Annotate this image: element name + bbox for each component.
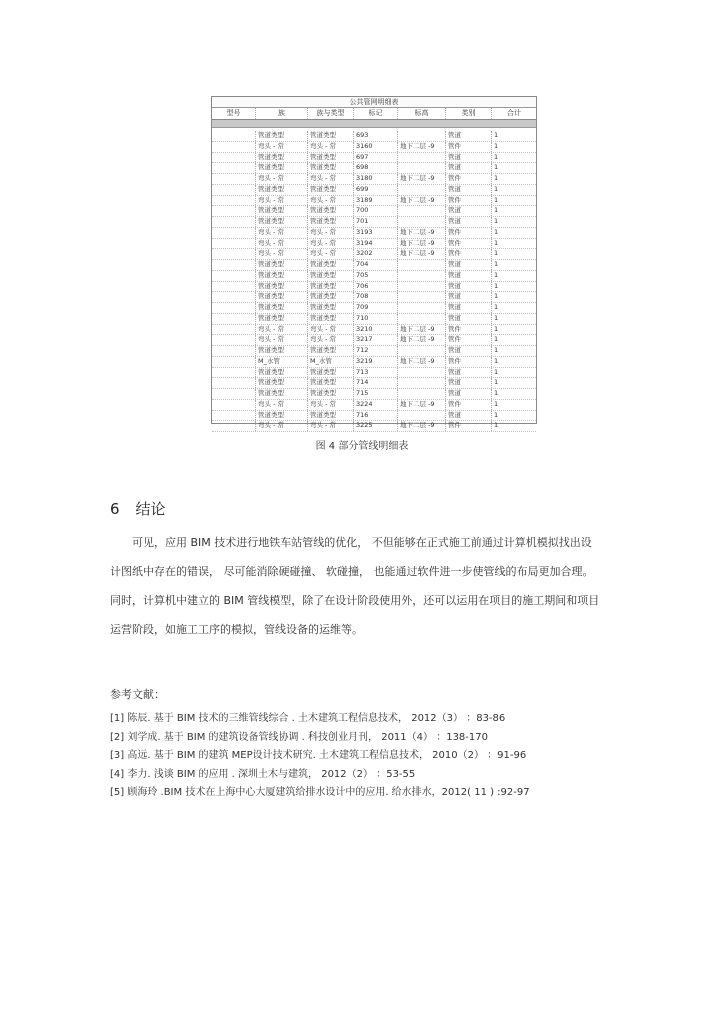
header-cell: 族与类型 <box>308 108 354 119</box>
table-cell <box>398 411 446 421</box>
table-cell: 弯头 - 常 <box>256 228 308 238</box>
table-cell: 699 <box>354 185 398 195</box>
table-cell: 1 <box>494 249 499 258</box>
header-cell: 型号 <box>212 108 256 119</box>
reference-item: [5] 顾海玲 .BIM 技术在上海中心大厦建筑给排水设计中的应用. 给水排水，2012( 11 ) :92-97 <box>110 787 530 798</box>
table-cell: 管件 <box>446 421 492 431</box>
table-cell: 管道类型 <box>308 217 354 227</box>
table-cell: 1 <box>494 378 499 387</box>
table-cell: 705 <box>354 271 398 281</box>
table-cell: 管道类型 <box>256 271 308 281</box>
table-cell: 地下二层 -9 <box>398 335 446 345</box>
table-cell: 弯头 - 常 <box>308 325 354 335</box>
table-row <box>212 378 536 389</box>
table-cell: M_水管 <box>308 357 354 367</box>
table-cell: 1 <box>494 195 499 204</box>
table-cell: 地下二层 -9 <box>398 421 446 431</box>
table-cell: 管道类型 <box>308 271 354 281</box>
header-cell: 标记 <box>354 108 398 119</box>
table-cell: 管道类型 <box>256 303 308 313</box>
figure-caption: 图 4 部分管线明细表 <box>315 441 409 452</box>
table-cell: 弯头 - 常 <box>256 400 308 410</box>
table-cell: 1 <box>494 281 499 290</box>
table-cell: 管道 <box>446 389 492 399</box>
table-cell <box>398 314 446 324</box>
table-cell: 管道 <box>446 314 492 324</box>
table-cell: 709 <box>354 303 398 313</box>
table-cell: 管道类型 <box>308 389 354 399</box>
table-cell: 管件 <box>446 142 492 152</box>
table-row <box>212 228 536 239</box>
reference-item: [2] 刘学成. 基于 BIM 的建筑设备管线协调 . 科技创业月刊， 2011（4） ：138-170 <box>110 731 488 743</box>
schedule-title: 公共管网明细表 <box>212 97 536 108</box>
table-cell: 管道 <box>446 378 492 388</box>
table-cell: 712 <box>354 346 398 356</box>
table-cell: 管件 <box>446 228 492 238</box>
table-row <box>212 185 536 196</box>
table-cell: 管道类型 <box>308 411 354 421</box>
table-cell: 管道类型 <box>256 163 308 173</box>
table-cell: 弯头 - 常 <box>308 174 354 184</box>
table-cell: 1 <box>494 292 499 301</box>
table-cell: 管道类型 <box>256 411 308 421</box>
pipe-schedule-table <box>211 96 537 430</box>
table-cell: 1 <box>494 410 499 419</box>
table-cell: 3224 <box>354 400 398 410</box>
table-row <box>212 174 536 185</box>
table-cell: 弯头 - 常 <box>308 239 354 249</box>
table-cell: 弯头 - 常 <box>308 249 354 259</box>
table-cell: 1 <box>494 356 499 365</box>
table-cell <box>212 314 256 324</box>
table-cell: 管道 <box>446 368 492 378</box>
table-cell: 弯头 - 常 <box>308 400 354 410</box>
table-cell: 弯头 - 常 <box>256 421 308 431</box>
table-cell: 管件 <box>446 239 492 249</box>
section-heading <box>110 498 166 519</box>
table-cell: 管道类型 <box>308 303 354 313</box>
table-cell: 弯头 - 常 <box>256 335 308 345</box>
table-cell: 地下二层 -9 <box>398 142 446 152</box>
table-cell: 1 <box>494 313 499 322</box>
table-cell: 1 <box>494 227 499 236</box>
table-cell: 弯头 - 常 <box>256 325 308 335</box>
table-row <box>212 196 536 207</box>
table-cell <box>212 174 256 184</box>
table-cell <box>212 228 256 238</box>
table-cell <box>398 260 446 270</box>
table-cell: 管道 <box>446 346 492 356</box>
table-cell: 3202 <box>354 249 398 259</box>
table-cell: 698 <box>354 163 398 173</box>
table-cell: 管道类型 <box>256 368 308 378</box>
table-cell <box>212 292 256 302</box>
table-cell: 1 <box>494 163 499 172</box>
table-cell <box>398 282 446 292</box>
table-cell: 1 <box>494 367 499 376</box>
table-cell <box>212 206 256 216</box>
table-cell: 管道类型 <box>256 292 308 302</box>
table-cell: 管道类型 <box>308 346 354 356</box>
table-row <box>212 153 536 164</box>
table-cell: 716 <box>354 411 398 421</box>
table-cell: 地下二层 -9 <box>398 325 446 335</box>
table-cell <box>212 400 256 410</box>
table-cell: 管件 <box>446 174 492 184</box>
table-cell <box>212 249 256 259</box>
table-row <box>212 411 536 422</box>
table-cell: 管道类型 <box>256 217 308 227</box>
table-cell: 管道 <box>446 411 492 421</box>
table-cell: 弯头 - 常 <box>308 196 354 206</box>
header-cell: 合计 <box>507 109 521 117</box>
table-cell: 3189 <box>354 196 398 206</box>
table-cell: 管件 <box>446 335 492 345</box>
table-cell: 1 <box>494 260 499 268</box>
header-cell: 类别 <box>446 108 492 119</box>
table-cell: 3217 <box>354 335 398 345</box>
table-row <box>212 389 536 400</box>
table-cell: 管道 <box>446 131 492 141</box>
reference-list <box>110 710 530 803</box>
reference-item: [4] 李力. 浅谈 BIM 的应用 . 深圳土木与建筑， 2012（2） ：53-55 <box>110 768 416 780</box>
table-cell: 1 <box>494 131 499 139</box>
table-cell: 713 <box>354 368 398 378</box>
table-cell: 1 <box>494 217 499 225</box>
table-cell: 弯头 - 常 <box>256 174 308 184</box>
table-cell <box>212 185 256 195</box>
table-cell: 697 <box>354 153 398 163</box>
table-row <box>212 314 536 325</box>
table-cell <box>398 346 446 356</box>
table-cell: 管道 <box>446 271 492 281</box>
table-cell <box>212 239 256 249</box>
table-cell <box>398 303 446 313</box>
table-cell <box>398 378 446 388</box>
table-cell: 管道类型 <box>308 185 354 195</box>
table-cell: 管道类型 <box>308 368 354 378</box>
table-cell: 地下二层 -9 <box>398 174 446 184</box>
table-row <box>212 249 536 260</box>
table-cell: 弯头 - 常 <box>256 249 308 259</box>
table-cell: 管道类型 <box>308 314 354 324</box>
table-cell: 管道 <box>446 303 492 313</box>
table-cell: 管道类型 <box>308 206 354 216</box>
table-cell: 地下二层 -9 <box>398 249 446 259</box>
table-cell: 管道类型 <box>256 314 308 324</box>
reference-item: [1] 陈辰. 基于 BIM 技术的三维管线综合 . 土木建筑工程信息技术， 2012（3） ：83-86 <box>110 713 506 724</box>
table-cell: 1 <box>494 389 499 397</box>
table-cell: 管道 <box>446 163 492 173</box>
table-row <box>212 142 536 153</box>
table-cell: 管件 <box>446 196 492 206</box>
table-cell: 1 <box>494 174 499 182</box>
table-cell: 管道类型 <box>308 260 354 270</box>
table-row <box>212 357 536 368</box>
table-cell: 弯头 - 常 <box>256 239 308 249</box>
table-cell: 管道类型 <box>256 389 308 399</box>
table-cell: 管道类型 <box>308 163 354 173</box>
table-row <box>212 217 536 228</box>
table-cell: 701 <box>354 217 398 227</box>
table-cell: 706 <box>354 282 398 292</box>
table-cell <box>398 153 446 163</box>
schedule-body <box>212 131 536 432</box>
table-cell <box>212 271 256 281</box>
table-cell: 地下二层 -9 <box>398 239 446 249</box>
table-cell: 管件 <box>446 249 492 259</box>
table-cell: 地下二层 -9 <box>398 196 446 206</box>
table-cell <box>212 282 256 292</box>
table-row <box>212 325 536 336</box>
header-cell: 族 <box>256 108 308 119</box>
table-cell <box>212 163 256 173</box>
header-cell: 标高 <box>398 108 446 119</box>
table-cell: 693 <box>354 131 398 141</box>
table-cell: 1 <box>494 141 499 150</box>
table-cell: 708 <box>354 292 398 302</box>
table-cell <box>398 131 446 141</box>
table-cell: 管道 <box>446 292 492 302</box>
table-cell: 1 <box>494 206 499 215</box>
table-cell <box>212 346 256 356</box>
table-cell: M_水管 <box>256 357 308 367</box>
table-cell <box>398 292 446 302</box>
table-cell: 1 <box>494 184 499 193</box>
schedule-header-row <box>212 108 536 120</box>
table-cell: 管道 <box>446 282 492 292</box>
table-cell: 1 <box>494 238 499 247</box>
table-row <box>212 239 536 250</box>
table-cell: 1 <box>494 270 499 279</box>
table-cell <box>398 368 446 378</box>
table-cell <box>212 217 256 227</box>
table-cell: 管道类型 <box>308 153 354 163</box>
table-cell <box>398 206 446 216</box>
table-cell <box>212 421 256 431</box>
table-row <box>212 400 536 411</box>
table-cell: 管道类型 <box>256 378 308 388</box>
table-cell: 管道类型 <box>256 282 308 292</box>
table-cell <box>212 378 256 388</box>
table-cell: 1 <box>494 399 499 408</box>
table-cell: 弯头 - 常 <box>256 196 308 206</box>
table-cell: 3194 <box>354 239 398 249</box>
table-row <box>212 421 536 432</box>
table-row <box>212 131 536 142</box>
table-cell: 弯头 - 常 <box>308 142 354 152</box>
table-cell: 715 <box>354 389 398 399</box>
table-cell: 弯头 - 常 <box>308 335 354 345</box>
table-cell <box>398 217 446 227</box>
table-row <box>212 368 536 379</box>
table-cell: 管道 <box>446 206 492 216</box>
table-cell: 1 <box>494 421 499 430</box>
table-cell: 3160 <box>354 142 398 152</box>
table-cell: 管件 <box>446 357 492 367</box>
table-row <box>212 303 536 314</box>
table-cell: 管道 <box>446 217 492 227</box>
table-cell <box>212 260 256 270</box>
reference-item: [3] 高远. 基于 BIM 的建筑 MEP设计技术研究. 土木建筑工程信息技术， 2010（2） ：91-96 <box>110 750 527 761</box>
table-cell <box>212 389 256 399</box>
table-cell <box>212 368 256 378</box>
table-cell: 710 <box>354 314 398 324</box>
table-cell: 1 <box>494 346 499 354</box>
table-cell: 弯头 - 常 <box>256 142 308 152</box>
table-cell: 管道类型 <box>256 346 308 356</box>
table-cell: 管道类型 <box>256 206 308 216</box>
table-cell: 700 <box>354 206 398 216</box>
table-cell: 3210 <box>354 325 398 335</box>
table-cell: 管道 <box>446 153 492 163</box>
table-cell <box>212 142 256 152</box>
table-row <box>212 206 536 217</box>
table-cell: 3180 <box>354 174 398 184</box>
table-cell: 管道 <box>446 260 492 270</box>
table-cell: 弯头 - 常 <box>308 421 354 431</box>
table-cell <box>212 325 256 335</box>
table-cell <box>212 153 256 163</box>
table-cell: 管件 <box>446 400 492 410</box>
table-cell: 弯头 - 常 <box>308 228 354 238</box>
table-cell <box>398 271 446 281</box>
table-cell <box>398 185 446 195</box>
table-cell: 3193 <box>354 228 398 238</box>
table-cell: 管道类型 <box>308 378 354 388</box>
table-row <box>212 292 536 303</box>
table-row <box>212 335 536 346</box>
table-cell <box>212 131 256 141</box>
table-cell: 管件 <box>446 325 492 335</box>
table-row <box>212 346 536 357</box>
table-cell <box>212 303 256 313</box>
table-cell <box>398 163 446 173</box>
table-cell: 1 <box>494 335 499 344</box>
table-cell: 3225 <box>354 421 398 431</box>
table-cell <box>398 389 446 399</box>
table-row <box>212 271 536 282</box>
table-cell: 1 <box>494 324 499 333</box>
table-cell <box>212 196 256 206</box>
table-cell <box>212 335 256 345</box>
table-cell: 管道类型 <box>256 153 308 163</box>
table-row <box>212 282 536 293</box>
section-title: 结论 <box>135 500 166 518</box>
table-cell: 地下二层 -9 <box>398 228 446 238</box>
table-cell: 704 <box>354 260 398 270</box>
table-cell: 管道类型 <box>308 131 354 141</box>
table-cell: 714 <box>354 378 398 388</box>
table-cell: 管道类型 <box>256 131 308 141</box>
table-cell: 管道类型 <box>308 292 354 302</box>
table-cell <box>212 357 256 367</box>
table-row <box>212 163 536 174</box>
table-cell: 1 <box>494 303 499 311</box>
table-cell: 地下二层 -9 <box>398 357 446 367</box>
references-heading: 参考文献： <box>110 688 165 701</box>
table-cell: 管道 <box>446 185 492 195</box>
table-cell <box>212 411 256 421</box>
table-row <box>212 260 536 271</box>
table-cell: 地下二层 -9 <box>398 400 446 410</box>
schedule-group-band <box>212 120 536 128</box>
table-cell: 管道类型 <box>308 282 354 292</box>
table-cell: 管道类型 <box>256 260 308 270</box>
table-cell: 1 <box>494 152 499 161</box>
table-cell: 3219 <box>354 357 398 367</box>
conclusion-paragraph: 可见，应用 BIM 技术进行地铁车站管线的优化， 不但能够在正式施工前通过计算机模拟找出设计图纸中存在的错误， 尽可能消除硬碰撞、 软碰撞， 也能通过软件进一步使管线的布局更加合理。同时，计算机中建立的 BIM 管线模型，除了在设计阶段使用外，还可以运用在项目的施工期间和项目运营阶段，如施工工序的模拟，管线设备的运维等。 <box>110 536 600 636</box>
table-cell: 管道类型 <box>256 185 308 195</box>
section-number: 6 <box>110 500 120 518</box>
